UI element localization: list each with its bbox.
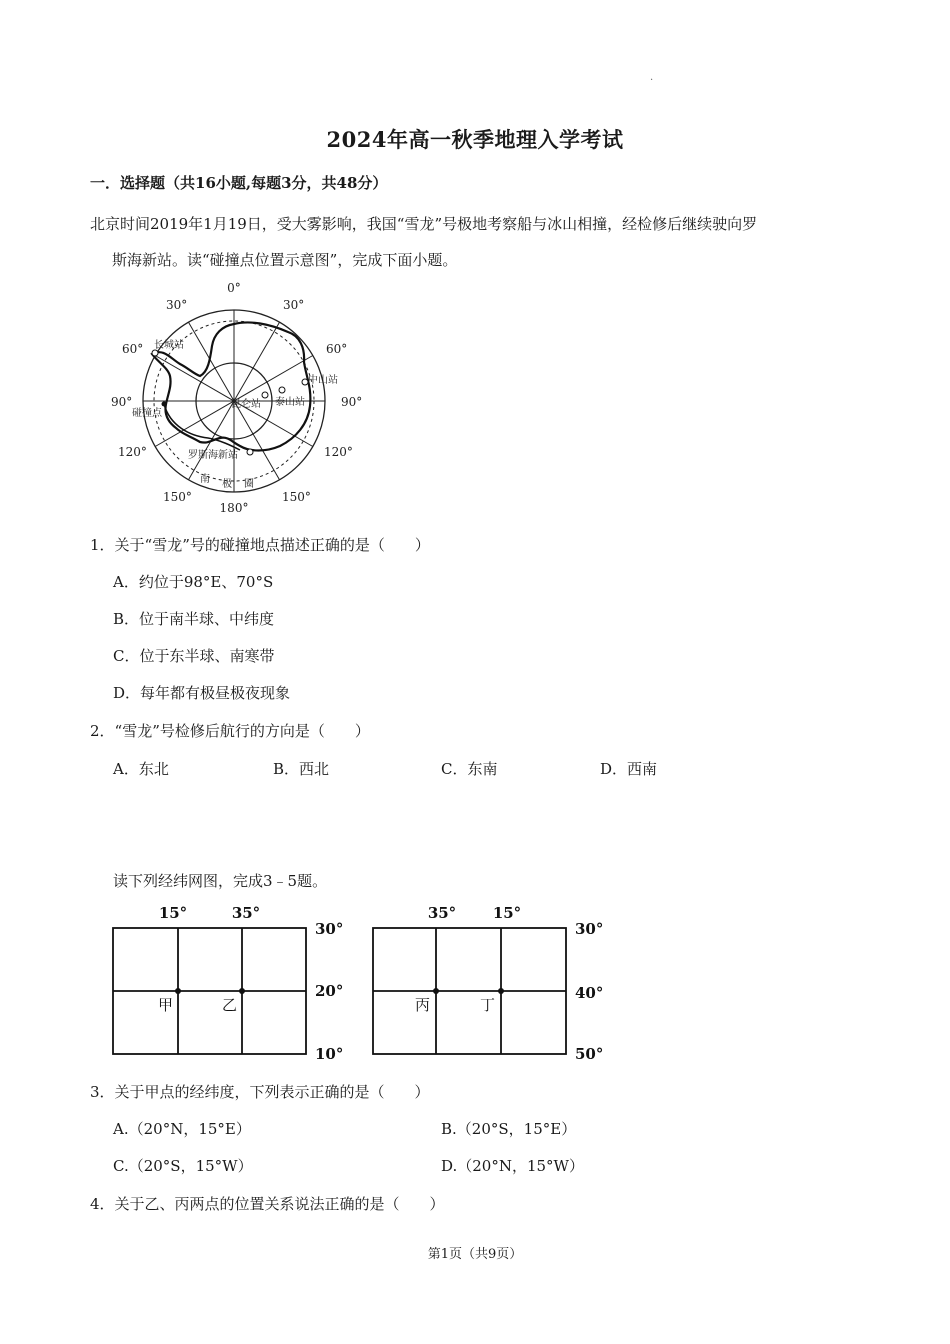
collision-point-marker bbox=[162, 402, 167, 407]
point-jia-label: 甲 bbox=[158, 996, 174, 1014]
q2-option-d[interactable]: D．西南 bbox=[600, 760, 658, 778]
kunlun-station-marker bbox=[262, 392, 268, 398]
grid-left-lon-1: 15° bbox=[158, 904, 188, 922]
q1-option-d[interactable]: D．每年都有极昼极夜现象 bbox=[113, 684, 291, 702]
grid-right-lon-1: 35° bbox=[427, 904, 457, 922]
point-bing-label: 丙 bbox=[415, 996, 431, 1014]
label-rossnew: 罗斯海新站 bbox=[188, 450, 238, 461]
label-90-left: 90° bbox=[111, 395, 133, 409]
grid-left-lon-2: 35° bbox=[231, 904, 261, 922]
q1-option-c[interactable]: C．位于东半球、南寒带 bbox=[113, 647, 275, 665]
question-2-stem: 2．“雪龙”号检修后航行的方向是（ ） bbox=[90, 722, 370, 740]
grid-left-lat-bot: 10° bbox=[315, 1045, 344, 1063]
page-title: 2024年高一秋季地理入学考试 bbox=[326, 127, 624, 152]
grid-right bbox=[365, 900, 615, 1066]
point-bing-marker bbox=[433, 988, 439, 994]
question-1-stem: 1．关于“雪龙”号的碰撞地点描述正确的是（ ） bbox=[90, 536, 430, 554]
q2-option-b[interactable]: B．西北 bbox=[273, 760, 330, 778]
q3-option-d[interactable]: D.（20°N，15°W） bbox=[441, 1157, 584, 1175]
question-4-stem: 4．关于乙、丙两点的位置关系说法正确的是（ ） bbox=[90, 1195, 445, 1213]
grid-right-lon-2: 15° bbox=[492, 904, 522, 922]
grid-left-lat-top: 30° bbox=[315, 920, 344, 938]
rossnew-station-marker bbox=[247, 449, 253, 455]
point-yi-marker bbox=[239, 988, 245, 994]
intro-line-2: 斯海新站。读“碰撞点位置示意图”，完成下面小题。 bbox=[112, 251, 458, 269]
label-30-right: 30° bbox=[283, 298, 305, 312]
label-120-left: 120° bbox=[118, 445, 147, 459]
point-jia-marker bbox=[175, 988, 181, 994]
corner-mark: . bbox=[650, 72, 654, 83]
label-60-right: 60° bbox=[326, 342, 348, 356]
label-150-left: 150° bbox=[163, 490, 192, 504]
label-taishan: 泰山站 bbox=[275, 397, 305, 408]
label-ocean-1: 南 bbox=[200, 474, 210, 485]
label-ocean-2: 极 bbox=[222, 479, 232, 490]
point-yi-label: 乙 bbox=[222, 996, 238, 1014]
label-180: 180° bbox=[219, 501, 249, 515]
point-ding-label: 丁 bbox=[480, 996, 496, 1014]
label-kunlun: 昆仑站 bbox=[231, 399, 261, 410]
grid-left bbox=[105, 900, 355, 1066]
label-30-left: 30° bbox=[166, 298, 188, 312]
questions-3-5-intro: 读下列经纬网图，完成3﹣5题。 bbox=[113, 872, 328, 890]
label-150-right: 150° bbox=[282, 490, 311, 504]
point-ding-marker bbox=[498, 988, 504, 994]
q1-option-a[interactable]: A．约位于98°E、70°S bbox=[113, 573, 274, 591]
label-collision: 碰撞点 bbox=[132, 408, 162, 419]
grid-right-lat-top: 30° bbox=[575, 920, 604, 938]
label-0: 0° bbox=[227, 281, 241, 295]
label-zhongshan: 中山站 bbox=[308, 375, 338, 386]
intro-line-1: 北京时间2019年1月19日，受大雾影响，我国“雪龙”号极地考察船与冰山相撞，经检修后继续驶向罗 bbox=[90, 215, 758, 233]
section-heading: 一．选择题（共16小题,每题3分，共48分） bbox=[90, 174, 388, 192]
grid-left-lat-mid: 20° bbox=[315, 982, 344, 1000]
polar-collision-map bbox=[100, 276, 370, 518]
question-3-stem: 3．关于甲点的经纬度，下列表示正确的是（ ） bbox=[90, 1083, 430, 1101]
q3-option-b[interactable]: B.（20°S，15°E） bbox=[441, 1120, 577, 1138]
page-footer: 第1页（共9页） bbox=[427, 1247, 523, 1262]
q2-option-c[interactable]: C．东南 bbox=[441, 760, 498, 778]
grid-right-lat-mid: 40° bbox=[575, 984, 604, 1002]
label-90-right: 90° bbox=[341, 395, 363, 409]
q3-option-a[interactable]: A.（20°N，15°E） bbox=[113, 1120, 251, 1138]
q1-option-b[interactable]: B．位于南半球、中纬度 bbox=[113, 610, 275, 628]
q3-option-c[interactable]: C.（20°S，15°W） bbox=[113, 1157, 253, 1175]
label-ocean-3: 圈 bbox=[244, 479, 254, 490]
q2-option-a[interactable]: A．东北 bbox=[113, 760, 169, 778]
taishan-station-marker bbox=[279, 387, 285, 393]
grid-right-lat-bot: 50° bbox=[575, 1045, 604, 1063]
label-changcheng: 长城站 bbox=[154, 340, 184, 351]
label-60-left: 60° bbox=[122, 342, 144, 356]
question-intro bbox=[90, 206, 870, 278]
label-120-right: 120° bbox=[324, 445, 353, 459]
